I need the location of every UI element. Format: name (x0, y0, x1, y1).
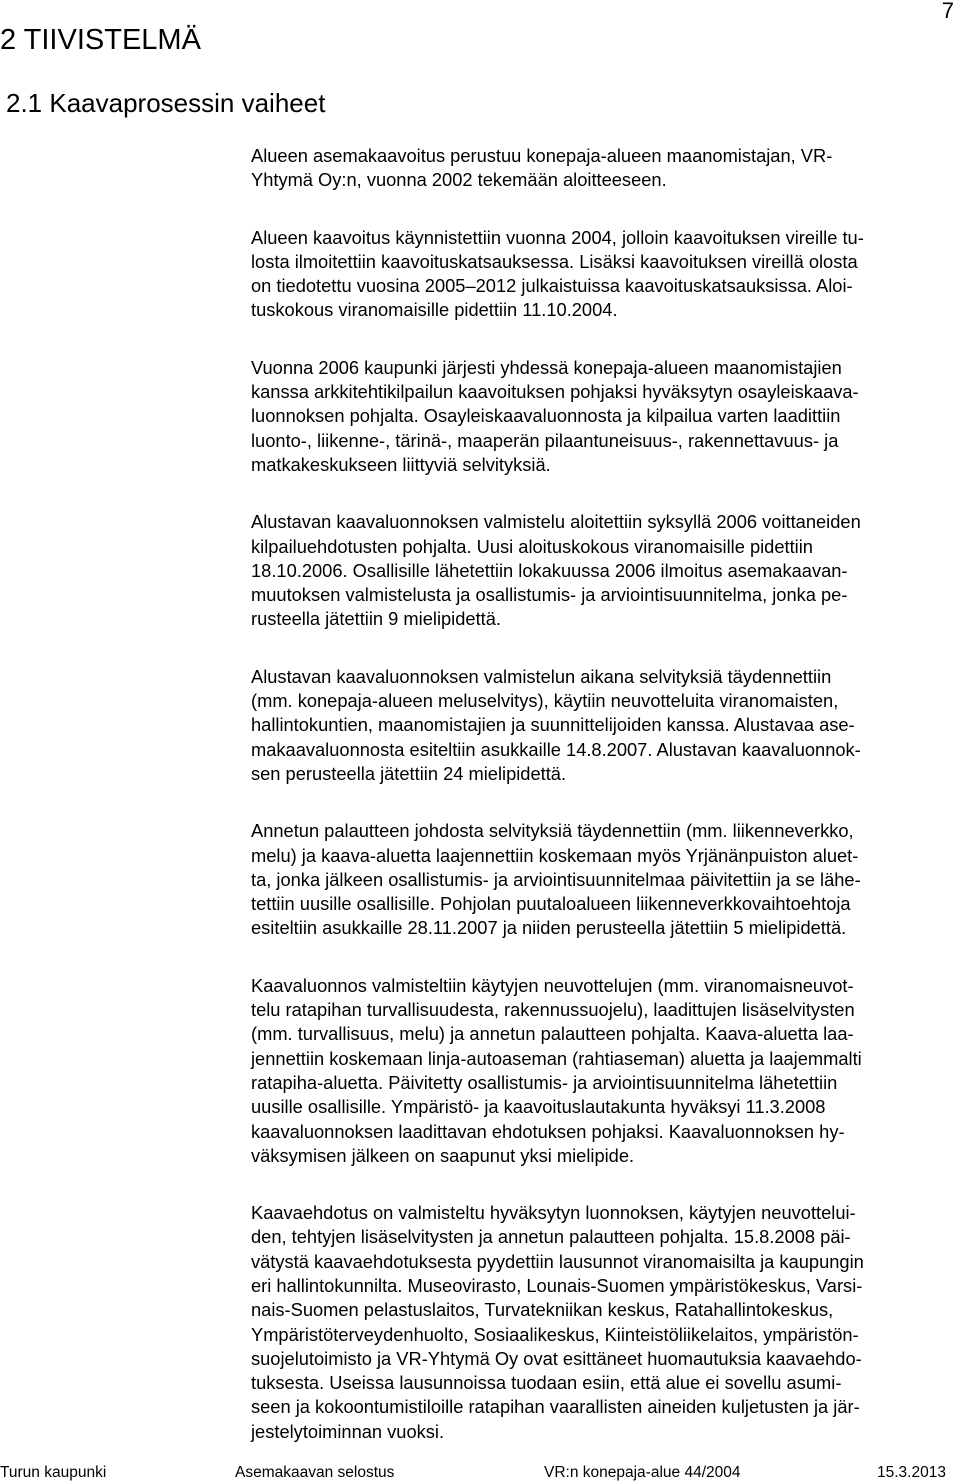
paragraph-line: losta ilmoitettiin kaavoituskatsauksessa. Lisäksi kaavoituksen vireillä olosta (251, 250, 858, 272)
footer-area-name: VR:n konepaja-alue 44/2004 (544, 1464, 741, 1481)
paragraph-line: tuskokous viranomaisille pidettiin 11.10.2004. (251, 299, 618, 321)
paragraph-line: ratapiha-aluetta. Päivitetty osallistumis- ja arviointisuunnitelma lähetettiin (251, 1071, 838, 1093)
paragraph-line: Vuonna 2006 kaupunki järjesti yhdessä konepaja-alueen maanomistajien (251, 356, 842, 378)
paragraph-line: Alueen asemakaavoitus perustuu konepaja-alueen maanomistajan, VR- (251, 145, 833, 166)
paragraph-line: seen ja kokoontumistiloille ratapihan vaarallisten aineiden kuljetusten ja jär- (251, 1396, 860, 1418)
paragraph (251, 665, 960, 786)
paragraph-line: muutoksen valmistelusta ja osallistumis- ja arviointisuunnitelma, jonka pe- (251, 584, 848, 606)
paragraph-line: esiteltiin asukkaille 28.11.2007 ja niiden perusteella jätettiin 5 mielipidettä. (251, 917, 847, 939)
paragraph-line: uusille osallisille. Ympäristö- ja kaavoituslautakunta hyväksyi 11.3.2008 (251, 1096, 826, 1118)
paragraph-line: luonnoksen pohjalta. Osayleiskaavaluonnosta ja kilpailua varten laadittiin (251, 405, 841, 427)
paragraph-line: sen perusteella jätettiin 24 mielipidettä. (251, 762, 567, 784)
paragraph-line: Alueen kaavoitus käynnistettiin vuonna 2004, jolloin kaavoituksen vireille tu- (251, 226, 864, 248)
paragraph-line: jestelytoiminnan vuoksi. (251, 1420, 445, 1442)
paragraph-line: tettiin uusille osallisille. Pohjolan puutaloalueen liikenneverkkovaihtoehtoja (251, 893, 851, 915)
paragraph-line: Alustavan kaavaluonnoksen valmistelun aikana selvityksiä täydennettiin (251, 665, 832, 687)
paragraph-line: Kaavaehdotus on valmisteltu hyväksytyn luonnoksen, käytyjen neuvottelui- (251, 1202, 856, 1224)
paragraph-line: den, tehtyjen lisäselvitysten ja annetun palautteen pohjalta. 15.8.2008 päi- (251, 1226, 851, 1248)
footer-date: 15.3.2013 (877, 1464, 946, 1481)
paragraph-line: Ympäristöterveydenhuolto, Sosiaalikeskus, Kiinteistöliikelaitos, ympäristön- (251, 1323, 859, 1345)
paragraph-line: tuksesta. Useissa lausunnoissa tuodaan esiin, että alue ei sovellu asumi- (251, 1372, 842, 1394)
paragraph-line: (mm. turvallisuus, melu) ja annetun palautteen pohjalta. Kaava-aluetta laa- (251, 1023, 854, 1045)
paragraph (251, 144, 960, 193)
paragraph-line: makaavaluonnosta esiteltiin asukkaille 14.8.2007. Alustavan kaavaluonnok- (251, 738, 861, 760)
page-footer (0, 1462, 960, 1484)
paragraph-line: matkakeskukseen liittyviä selvityksiä. (251, 453, 551, 475)
paragraph-line: ta, jonka jälkeen osallistumis- ja arviointisuunnitelmaa päivitettiin ja se lähe- (251, 868, 861, 890)
paragraph-line: suojelutoimisto ja VR-Yhtymä Oy ovat esittäneet huomautuksia kaavaehdo- (251, 1347, 862, 1369)
paragraph (251, 226, 960, 323)
paragraph-line: nais-Suomen pelastuslaitos, Turvatekniikan keskus, Ratahallintokeskus, (251, 1299, 834, 1321)
paragraph-line: (mm. konepaja-alueen meluselvitys), käytiin neuvotteluita viranomaisten, (251, 690, 839, 712)
footer-document-title: Asemakaavan selostus (235, 1464, 395, 1481)
paragraph-line: 18.10.2006. Osallisille lähetettiin lokakuussa 2006 ilmoitus asemakaavan- (251, 559, 848, 581)
paragraph-line: Alustavan kaavaluonnoksen valmistelu aloitettiin syksyllä 2006 voittaneiden (251, 511, 861, 533)
paragraph-line: on tiedotettu vuosina 2005–2012 julkaistuissa kaavoituskatsauksissa. Aloi- (251, 275, 853, 297)
paragraph-line: vätystä kaavaehdotuksesta pyydettiin lausunnot viranomaisilta ja kaupungin (251, 1250, 864, 1272)
paragraph (251, 974, 960, 1168)
paragraph-line: Kaavaluonnos valmisteltiin käytyjen neuvottelujen (mm. viranomaisneuvot- (251, 974, 854, 996)
paragraph-line: rusteella jätettiin 9 mielipidettä. (251, 608, 501, 630)
paragraph-line: kaavaluonnoksen laadittavan ehdotuksen pohjaksi. Kaavaluonnoksen hy- (251, 1120, 845, 1142)
paragraph (251, 819, 960, 940)
paragraph-line: telu ratapihan turvallisuudesta, rakennussuojelu), laadittujen lisäselvitysten (251, 999, 855, 1021)
paragraph-line: hallintokuntien, maanomistajien ja suunnittelijoiden kanssa. Alustavaa ase- (251, 714, 855, 736)
section-title: 2.1 Kaavaprosessin vaiheet (6, 88, 326, 118)
paragraph-line: kilpailuehdotusten pohjalta. Uusi aloituskokous viranomaisille pidettiin (251, 535, 813, 557)
page-number: 7 (941, 0, 954, 23)
paragraph-line: Annetun palautteen johdosta selvityksiä täydennettiin (mm. liikenneverkko, (251, 820, 854, 842)
chapter-title: 2 TIIVISTELMÄ (0, 24, 201, 56)
paragraph-line: Yhtymä Oy:n, vuonna 2002 tekemään aloitteeseen. (251, 169, 667, 191)
paragraph-line: luonto-, liikenne-, tärinä-, maaperän pilaantuneisuus-, rakennettavuus- ja (251, 429, 839, 451)
paragraph (251, 356, 960, 477)
footer-city: Turun kaupunki (0, 1464, 107, 1481)
paragraph-line: väksymisen jälkeen on saapunut yksi mielipide. (251, 1144, 635, 1166)
paragraph (251, 510, 960, 631)
paragraph-line: eri hallintokunnilta. Museovirasto, Lounais-Suomen ympäristökeskus, Varsi- (251, 1274, 863, 1296)
paragraph-line: jennettiin koskemaan linja-autoaseman (rahtiaseman) aluetta ja laajemmalti (251, 1047, 862, 1069)
paragraph-line: melu) ja kaava-aluetta laajennettiin koskemaan myös Yrjänänpuiston aluet- (251, 844, 859, 866)
paragraph (251, 1201, 960, 1444)
body-text (251, 144, 960, 1477)
paragraph-line: kanssa arkkitehtikilpailun kaavoituksen pohjaksi hyväksytyn osayleiskaava- (251, 381, 859, 403)
